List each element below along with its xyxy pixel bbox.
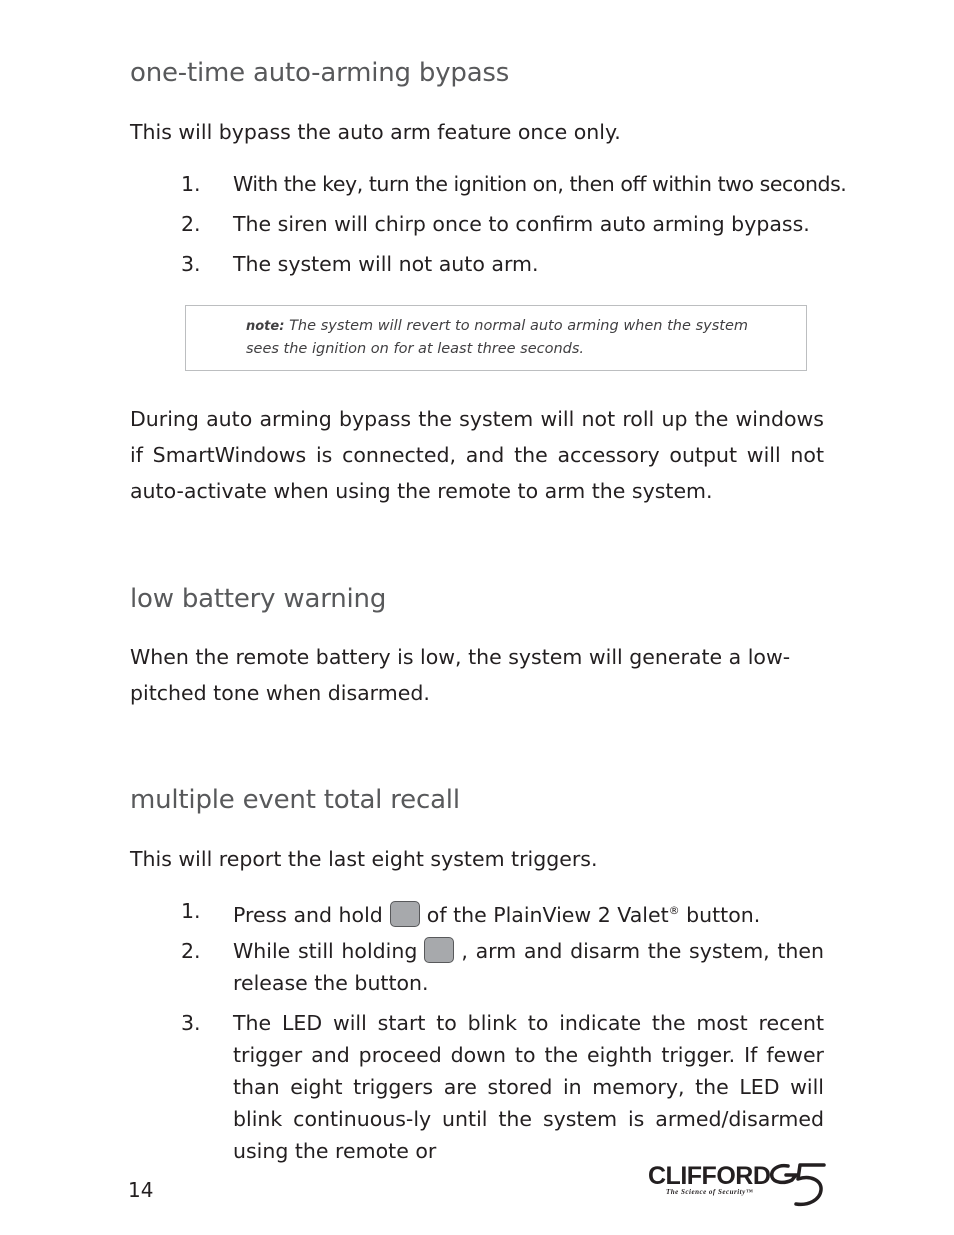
section-heading-auto-arming-bypass: one-time auto-arming bypass [130,58,510,88]
note-text-block [246,315,748,361]
brand-logo [648,1162,828,1208]
step-text: The siren will chirp once to confirm auto arming bypass. [233,212,810,236]
step-text: The LED will start to blink to indicate the most recent trigger and proceed down to the eighth trigger. If fewer than eight triggers are stored in memory, the LED will blink continuous-ly until the system is armed/disarmed using the remote or [233,1011,824,1163]
registered-mark: ® [668,904,680,917]
step-text [233,895,760,931]
g5-logo-icon [766,1162,828,1208]
step-text-start: Press and hold [233,902,383,927]
section-heading-total-recall: multiple event total recall [130,785,460,815]
step-number: 2. [181,212,201,236]
section-intro: This will bypass the auto arm feature once only. [130,120,621,144]
section-intro: This will report the last eight system triggers. [130,847,598,871]
low-battery-paragraph: When the remote battery is low, the system will generate a low-pitched tone when disarmed. [130,645,791,705]
step-text-end: , arm and disarm the system, then release the button. [233,939,824,995]
step-text: The system will not auto arm. [233,252,539,276]
step-text-tail: button. [679,902,761,927]
step-text-start: While still holding [233,939,418,963]
valet-button-icon [424,937,454,963]
step-number: 1. [181,172,201,196]
step-number: 2. [181,939,201,963]
page-number: 14 [128,1178,154,1202]
step-number: 1. [181,899,201,923]
bypass-paragraph: During auto arming bypass the system will not roll up the windows if SmartWindows is connected, and the accessory output will not auto-activate when using the remote to arm the system. [130,407,824,503]
step-number: 3. [181,1011,201,1035]
brand-tagline: The Science of Security™ [666,1188,754,1196]
brand-name: CLIFFORD [648,1162,771,1190]
note-label: note: [246,319,285,334]
note-text: The system will revert to normal auto arming when the system sees the ignition on for at least three seconds. [246,318,748,357]
note-box [185,305,807,371]
section-heading-low-battery: low battery warning [130,584,387,614]
valet-button-icon [390,901,420,927]
step-text: With the key, turn the ignition on, then off within two seconds. [233,172,847,196]
step-text-end: of the PlainView 2 Valet [426,902,669,927]
step-number: 3. [181,252,201,276]
step-text [233,935,824,999]
